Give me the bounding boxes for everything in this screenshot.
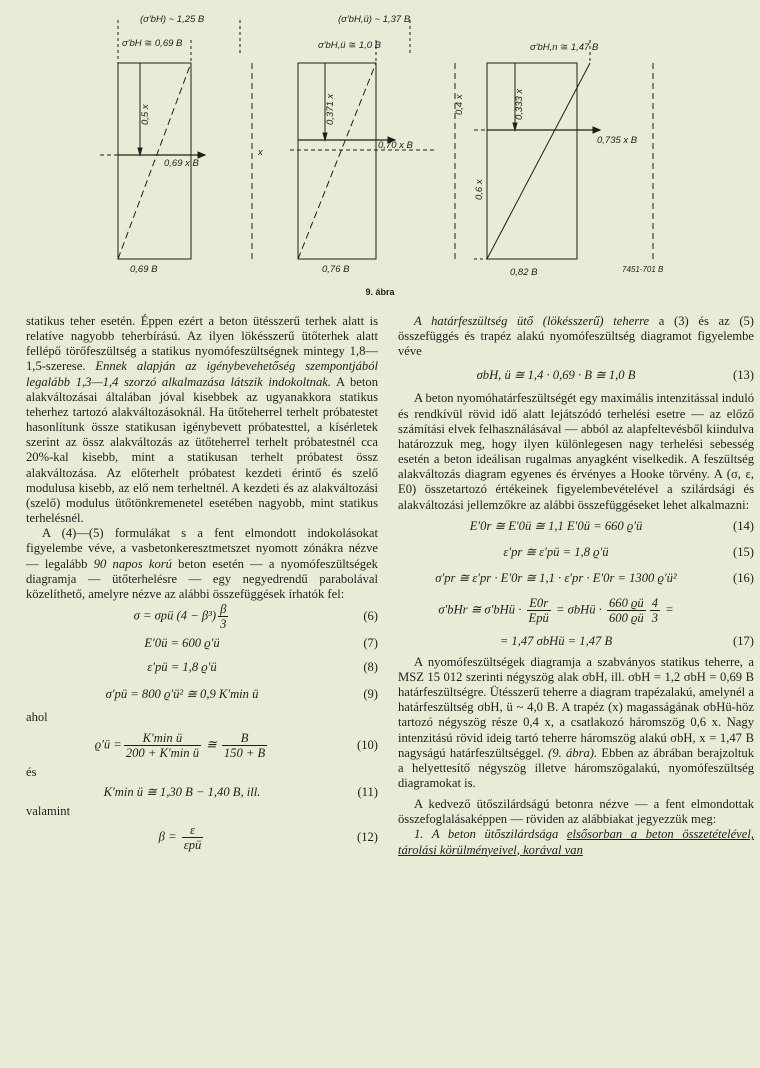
left-paragraph-2: A (4)—(5) formulákat s a fent elmondott indokolásokat figyelembe véve, a vasbetonkeresztmetszet nyomott zónákra nézve — legalább 90 napos korú beton esetén — a nyomófeszültségek diagramja — ütőterhelésre — egy negyedrendű parabolával közelíthető, amelyre nézve az alábbi összefüggések írhatók fel: bbox=[26, 526, 378, 601]
d2-bottom: 0,76 B bbox=[322, 264, 350, 275]
equation-16: σ′pr ≅ ε′pr · E′0r ≅ 1,1 · ε′pr · E′0r = 1300 ϱ′ü² (16) bbox=[435, 571, 754, 586]
d3-h2: 0,6 x bbox=[474, 179, 485, 200]
equation-8: ε′pü = 1,8 ϱ′ü (8) bbox=[147, 660, 378, 675]
word-valamint: valamint bbox=[26, 804, 71, 819]
d2-diagonal bbox=[298, 63, 376, 259]
equation-10: ϱ′ü = $\frac{\text{K′min ü}}{\text{200 + K′min ü}}$ ≅ $\frac{B}{150 + B}$ (10) bbox=[94, 730, 378, 760]
equation-13: σbH, ü ≅ 1,4 · 0,69 · B ≅ 1,0 B (13) bbox=[476, 367, 754, 382]
word-es: és bbox=[26, 765, 37, 780]
d3-rectangle bbox=[487, 63, 577, 259]
equation-7: E′0ü = 600 ϱ′ü (7) bbox=[144, 636, 378, 651]
d1-bottom: 0,69 B bbox=[130, 264, 158, 275]
d2-h1: 0,371 x bbox=[325, 93, 336, 125]
d3-top: σ′bH,n ≅ 1,47 B bbox=[530, 42, 599, 53]
figure-9 bbox=[0, 0, 760, 285]
right-paragraph-1: A határfeszültség ütő (lökésszerű) teherre a (3) és az (5) összefüggés és trapéz alakú nyomófeszültség diagramot figyelembe véve bbox=[398, 314, 755, 359]
equation-17b: = 1,47 σbHü = 1,47 B (17) bbox=[499, 634, 754, 649]
left-paragraph-1: statikus teher esetén. Éppen ezért a beton ütésszerű terhek alatt is relatíve nagyobb teherbírású. Az ilyen lökésszerű ütőterhek alatt fellépő törőfeszültség a statikus nyomófeszültségnek mintegy 1,8—1,5-szerese. Ennek alapján az igénybevehetőség szempontjából legalább 1,3—1,4 szorzó alkalmazása látszik indokoltnak. A beton alakváltozásai általában jóval kisebbek az ugyanakkora statikus teherhez tartozó alakváltozásoknál. Ha ütőteherrel terhelt próbatestet hasonlítunk össze statikusan igénybevett próbatesttel, a kísérletek szerint az össz alakváltozás az ütőteherrel terhelt próbatestnél cca 20%-kal kisebb, mint a statikusan terhelt próbatest össz alakváltozása. Az előterhelt próbatest kezdeti érintő és szelő modulusa kisebb, az elő nem terheltnél. A kezdeti és az alakváltozási (szelő) modulus ütőtönkremenetel esetében nagyobb, mint statikus terhelésnél. bbox=[26, 314, 378, 526]
stress-diagrams bbox=[0, 0, 760, 285]
d2-top-inner: σ′bH,ü ≅ 1,0 B bbox=[318, 40, 381, 51]
right-paragraph-2: A beton nyomóhatárfeszültségét egy maximális intenzitással induló és rendkívül rövid idő alatt lejátszódó terhelési esetre — az előző számítási elvek felhasználásával — abból az alapfeltevésből kiindulva határozzuk meg, hogy ilyen különlegesen nagy terhelési sebesség esetén a beton ideálisan rugalmas anyagként viselkedik. A feszültség alakváltozás diagram egyenes és érvényes a Hooke törvény. A (σ, ε, E0) összetartozó értékeinek figyelembevételével a szilárdsági és alakváltozási jellemzőkre az alábbi összefüggéseket lehet alkalmazni: bbox=[398, 391, 754, 512]
equation-9: σ′pü = 800 ϱ′ü² ≅ 0,9 K′min ü (9) bbox=[105, 687, 378, 702]
right-paragraph-4: A kedvező ütőszilárdságú betonra nézve — a fent elmondottak összefoglalásaképpen — röviden az alábbiakat jegyezzük meg: bbox=[398, 797, 754, 827]
d1-mid-height: 0,5 x bbox=[140, 104, 151, 125]
right-paragraph-5: 1. A beton ütőszilárdsága elsősorban a beton összetételével, tárolási körülményeivel, korával van bbox=[398, 827, 755, 857]
d1-mid-value: 0,69 x B bbox=[164, 158, 199, 169]
d3-bottom: 0,82 B bbox=[510, 267, 538, 278]
d2-top-outer: (σ′bH,ü) ~ 1,37 B bbox=[338, 14, 411, 25]
d1-top-inner: σ′bH ≅ 0,69 B bbox=[122, 38, 183, 49]
d1-top-outer: (σ′bH) ~ 1,25 B bbox=[140, 14, 205, 25]
left-column bbox=[26, 314, 378, 855]
equation-15: ε′pr ≅ ε′pü = 1,8 ϱ′ü (15) bbox=[503, 545, 754, 560]
word-ahol: ahol bbox=[26, 709, 48, 724]
equation-12: β = $\frac{\varepsilon}{\text{εpü}}$ (12) bbox=[158, 822, 378, 852]
equation-17a: σ′bHr ≅ σ′bHü · $\frac{E0r}{\text{Epü}}$ = σbHü · $\frac{660 ϱü}{600 ϱü}$ $\frac{4}{3}$ = bbox=[438, 596, 674, 626]
figure-caption: 9. ábra bbox=[365, 287, 395, 297]
right-column bbox=[398, 314, 754, 858]
d2-mid-value: 0,70 x B bbox=[378, 140, 413, 151]
d3-h1: 0,333 x bbox=[514, 88, 525, 120]
equation-11: K′min ü ≅ 1,30 B − 1,40 B, ill. (11) bbox=[103, 784, 378, 799]
d2-h2: 0,4 x bbox=[454, 94, 465, 115]
d1-x-label: x bbox=[258, 147, 263, 158]
d3-diagonal bbox=[487, 63, 590, 259]
d3-mid-value: 0,735 x B bbox=[597, 135, 638, 146]
equation-6: σ = σpü (4 − β³) $\frac{\beta}{3}$ (6) bbox=[133, 602, 378, 632]
d3-code: 7451-701 B bbox=[622, 265, 664, 274]
equation-14: E′0r ≅ E′0ü ≅ 1,1 E′0ü = 660 ϱ′ü (14) bbox=[469, 519, 754, 534]
right-paragraph-3: A nyomófeszültségek diagramja a szabványos statikus teherre, a MSZ 15 012 szerinti négyszög alak σbH, ill. σbH = 1,2 σbH = 0,69 B határfeszültségre. Ütésszerű teherre a diagram trapézalakú, amelynél a határfeszültség σbH, ü ~ 4,0 B. A trapéz (x) magasságának σbHü-höz tartozó négyszög része 0,4 x, a csatlakozó háromszög 0,6 x. Nagy intenzitású rövid ideig tartó teherre háromszög alakú σbH, x = 1,47 B nagyságú határfeszültséggel. (9. ábra). Ebben az ábrában berajzoltuk a helyettesítő négyszög illetve háromszögalakú, nyomófeszültség diagramokat is. bbox=[398, 654, 755, 790]
